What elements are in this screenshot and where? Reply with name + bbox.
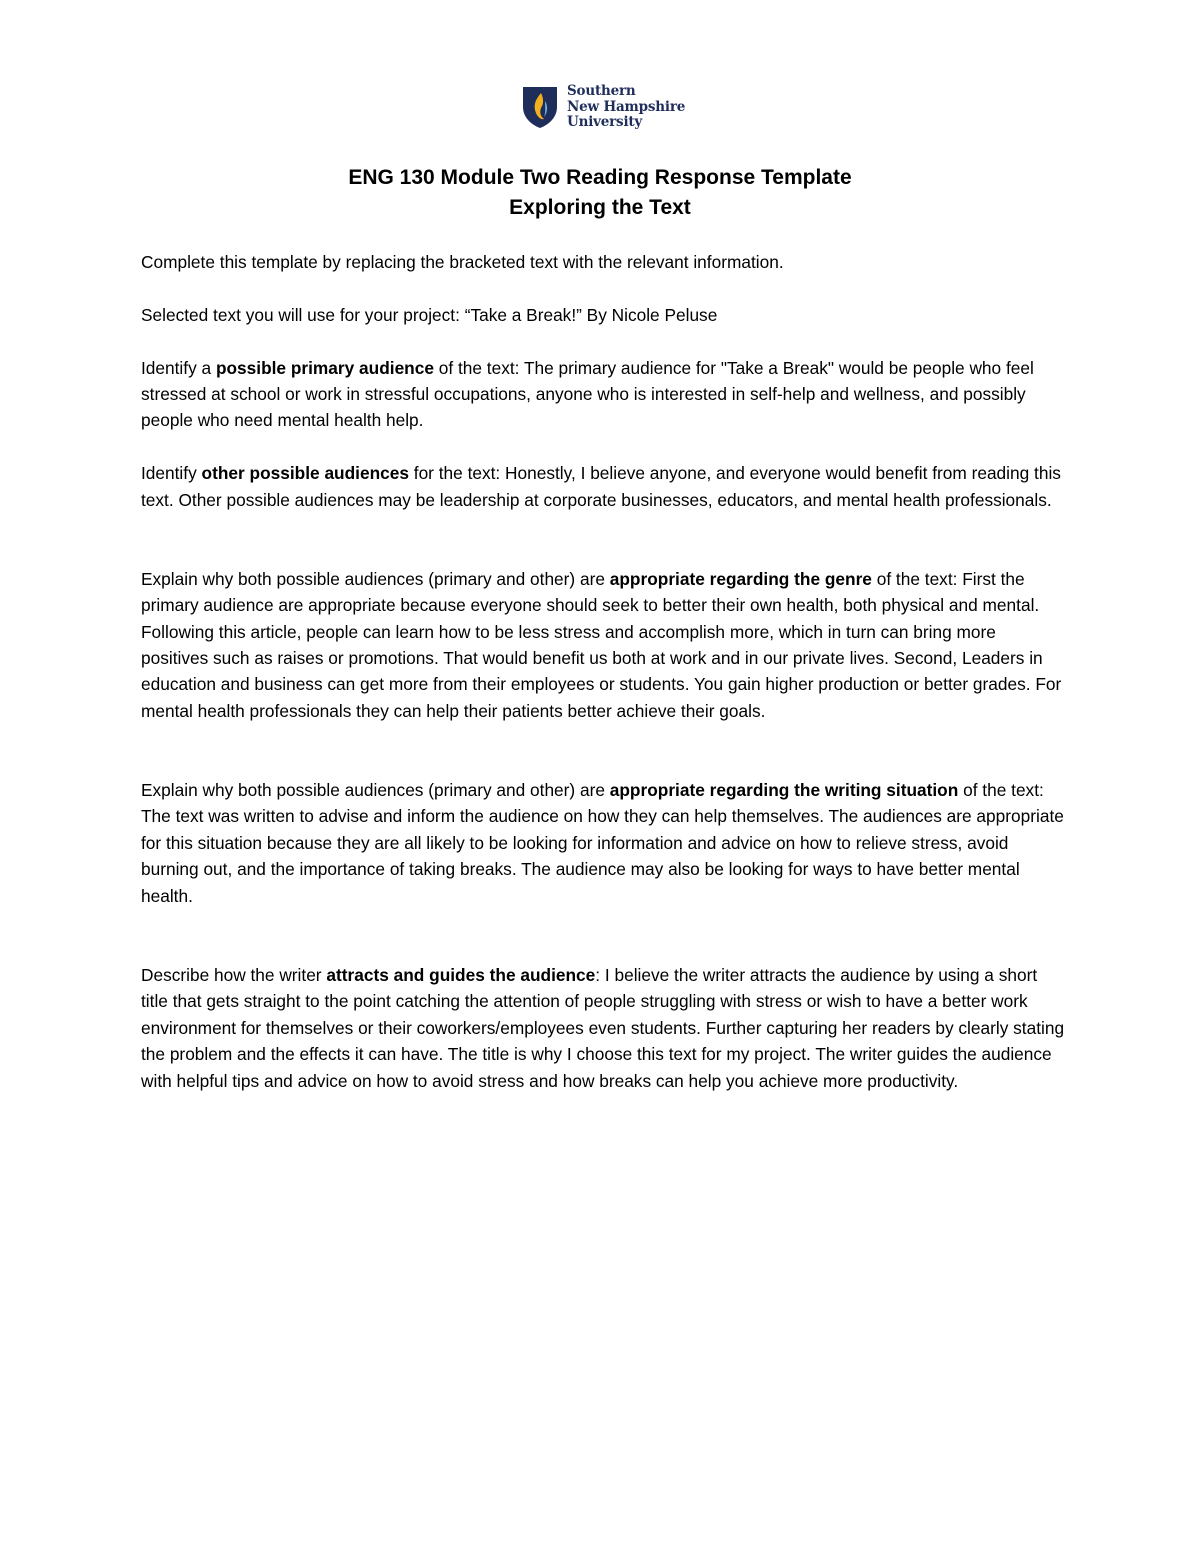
selected-text-paragraph (141, 302, 1066, 328)
prompt-bold: other possible audiences (201, 463, 409, 484)
primary-audience-paragraph (141, 355, 1066, 434)
other-audiences-paragraph (141, 460, 1066, 513)
response-text: Honestly, I believe anyone, and everyone would benefit from reading this text. Other possible audiences may be leadership at corporate businesses, educators, and mental health professionals. (141, 463, 1061, 510)
response-text: First the primary audience are appropriate because everyone should seek to better their own health, both physical and mental. Following this article, people can learn how to be less stress and accomplish more, which in turn can bring more positives such as raises or promotions. That would benefit us both at work and in our private lives. Second, Leaders in education and business can get more from their employees or students. You gain higher production or better grades. For mental health professionals they can help their patients better achieve their goals. (141, 568, 1062, 721)
writing-situation-paragraph (141, 777, 1066, 909)
response-text: The primary audience for "Take a Break" would be people who feel stressed at school or work in stressful occupations, anyone who is interested in self-help and wellness, and possibly people who need mental health help. (141, 357, 1034, 431)
page-subtitle: Exploring the Text (509, 196, 691, 219)
prompt-bold: attracts and guides the audience (326, 964, 596, 985)
response-text: The text was written to advise and inform the audience on how they can help themselves. The audiences are appropriate for this situation because they are all likely to be looking for information and advice on how to relieve stress, avoid burning out, and the importance of taking breaks. The audience may also be looking for ways to have better mental health. (141, 806, 1064, 906)
response-text: I believe the writer attracts the audience by using a short title that gets straight to the point catching the attention of people struggling with stress or wish to have a better work environment for themselves or their coworkers/employees even students. Further capturing her readers by clearly stating the problem and the effects it can have. The title is why I choose this text for my project. The writer guides the audience with helpful tips and advice on how to avoid stress and how breaks can help you achieve more productivity. (141, 964, 1065, 1091)
logo-line-2: New Hampshire (567, 98, 686, 115)
prompt-prefix: Explain why both possible audiences (primary and other) are (141, 780, 610, 801)
logo-line-3: University (567, 114, 643, 130)
instructions-paragraph: Complete this template by replacing the bracketed text with the relevant information. (141, 252, 784, 272)
selected-text-value: “Take a Break!” By Nicole Peluse (464, 304, 718, 325)
document-body (141, 249, 1066, 1094)
prompt-suffix: for the text: (408, 463, 506, 484)
logo-wordmark (567, 84, 685, 131)
logo-line-1: Southern (567, 83, 636, 99)
genre-paragraph (141, 566, 1066, 724)
document-heading (0, 163, 1200, 223)
prompt-bold: possible primary audience (215, 357, 434, 378)
prompt-prefix: Identify (141, 463, 202, 484)
prompt-prefix: Explain why both possible audiences (primary and other) are (141, 568, 610, 589)
prompt-prefix: Describe how the writer (141, 964, 327, 985)
prompt-suffix: : (595, 964, 605, 985)
selected-text-label: Selected text you will use for your project: (141, 304, 465, 325)
flame-shield-icon (521, 85, 559, 129)
attracts-guides-paragraph (141, 962, 1066, 1094)
prompt-bold: appropriate regarding the writing situation (609, 780, 959, 801)
prompt-bold: appropriate regarding the genre (609, 568, 872, 589)
university-logo (521, 84, 685, 131)
prompt-suffix: of the text: (958, 780, 1044, 801)
page-title: ENG 130 Module Two Reading Response Template (348, 166, 852, 189)
prompt-suffix: of the text: (871, 568, 963, 589)
prompt-suffix: of the text: (433, 357, 524, 378)
prompt-prefix: Identify a (141, 357, 216, 378)
